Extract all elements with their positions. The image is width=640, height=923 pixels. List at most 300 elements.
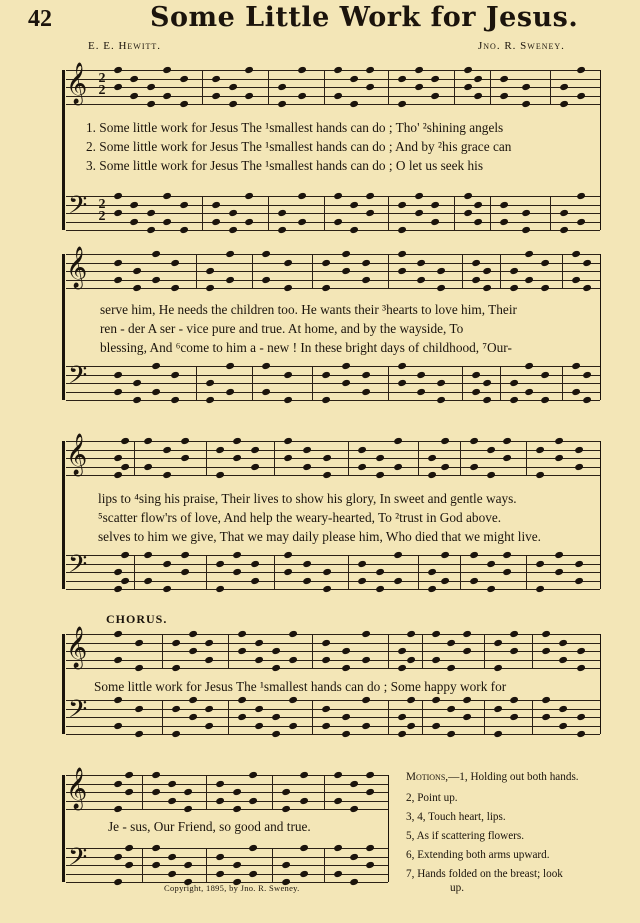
note-head [271, 664, 280, 672]
note-head [482, 267, 491, 275]
note-head [146, 209, 155, 217]
note-head [113, 387, 122, 395]
staff-line [66, 450, 600, 451]
note-head [277, 209, 286, 217]
note-head [188, 713, 197, 721]
note-head [499, 217, 508, 225]
note-head [349, 100, 358, 108]
bar-line [206, 848, 207, 882]
note-head [303, 462, 312, 470]
note-head [576, 192, 585, 200]
note-head [299, 771, 308, 779]
note-head [571, 387, 580, 395]
note-head [473, 91, 482, 99]
note-head [521, 226, 530, 234]
bar-line [454, 196, 455, 230]
note-head [143, 551, 152, 559]
note-head [146, 83, 155, 91]
bass-clef-icon: 𝄢 [68, 843, 88, 878]
note-head [365, 861, 374, 869]
note-head [559, 638, 568, 646]
note-head [233, 437, 242, 445]
note-head [283, 370, 292, 378]
bar-line [202, 196, 203, 230]
note-head [349, 878, 358, 886]
note-head [571, 250, 580, 258]
note-head [225, 362, 234, 370]
note-head [535, 585, 544, 593]
note-head [151, 275, 160, 283]
note-head [521, 83, 530, 91]
note-head [349, 852, 358, 860]
note-head [473, 217, 482, 225]
note-head [132, 379, 141, 387]
note-head [473, 200, 482, 208]
note-head [525, 362, 534, 370]
note-head [277, 83, 286, 91]
note-head [188, 630, 197, 638]
lyric-line: lips to ⁴sing his praise, Their lives to show his glory, In sweet and gentle ways. [98, 491, 517, 506]
note-head [571, 362, 580, 370]
staff-line [66, 383, 600, 384]
note-head [341, 647, 350, 655]
note-head [113, 209, 122, 217]
note-head [205, 655, 214, 663]
note-head [205, 396, 214, 404]
note-head [205, 379, 214, 387]
note-head [281, 805, 290, 813]
note-head [482, 396, 491, 404]
note-head [245, 66, 254, 74]
bar-line [228, 700, 229, 734]
note-head [521, 100, 530, 108]
staff-line [66, 726, 600, 727]
bar-line [526, 555, 527, 589]
treble-clef-icon: 𝄞 [66, 627, 88, 668]
bar-line [460, 441, 461, 475]
note-head [469, 576, 478, 584]
note-head [143, 462, 152, 470]
staff-line [66, 392, 600, 393]
bass-staff [66, 361, 600, 400]
note-head [232, 805, 241, 813]
motion-item: —1, Holding out both hands. [448, 771, 579, 783]
note-head [205, 704, 214, 712]
bar-line [348, 555, 349, 589]
note-head [261, 387, 270, 395]
note-head [469, 437, 478, 445]
note-head [130, 91, 139, 99]
note-head [211, 91, 220, 99]
note-head [299, 869, 308, 877]
note-head [427, 568, 436, 576]
note-head [162, 91, 171, 99]
chorus-heading: CHORUS. [106, 612, 168, 626]
note-head [357, 559, 366, 567]
hymn-title: Some Little Work for Jesus. [150, 2, 579, 33]
note-head [225, 275, 234, 283]
note-head [417, 275, 426, 283]
bar-line [550, 196, 551, 230]
note-head [440, 437, 449, 445]
note-head [215, 559, 224, 567]
note-head [113, 779, 122, 787]
bar-line [134, 441, 135, 475]
bar-line [162, 700, 163, 734]
note-head [440, 576, 449, 584]
note-head [299, 796, 308, 804]
note-head [436, 396, 445, 404]
note-head [576, 713, 585, 721]
bar-line [550, 70, 551, 104]
note-head [482, 379, 491, 387]
note-head [493, 638, 502, 646]
note-head [211, 74, 220, 82]
bar-line [418, 555, 419, 589]
note-head [365, 788, 374, 796]
treble-staff [66, 627, 600, 668]
note-head [321, 638, 330, 646]
note-head [283, 568, 292, 576]
note-head [205, 284, 214, 292]
note-head [333, 192, 342, 200]
lyric-line: selves to him we give, That we may daily please him, Who died that we might live. [98, 529, 542, 544]
note-head [288, 721, 297, 729]
note-head [188, 647, 197, 655]
note-head [365, 83, 374, 91]
note-head [333, 217, 342, 225]
note-head [162, 445, 171, 453]
bar-line [490, 70, 491, 104]
note-head [375, 568, 384, 576]
note-head [397, 250, 406, 258]
bar-line [228, 634, 229, 668]
staff-line [66, 280, 600, 281]
staff-line [66, 288, 600, 289]
note-head [349, 779, 358, 787]
note-head [303, 559, 312, 567]
bar-line [312, 634, 313, 668]
motions-label: Motions, [406, 771, 449, 783]
note-head [181, 437, 190, 445]
note-head [237, 630, 246, 638]
bar-line [388, 366, 389, 400]
note-head [297, 192, 306, 200]
note-head [120, 462, 129, 470]
staff-line [66, 263, 600, 264]
lyric-line: blessing, And ⁶come to him a - new ! In these bright days of childhood, ⁷Our- [100, 340, 512, 355]
note-head [277, 226, 286, 234]
treble-staff [66, 768, 388, 809]
bar-line [484, 700, 485, 734]
note-head [113, 721, 122, 729]
note-head [417, 370, 426, 378]
motion-item: 2, Point up. [406, 792, 458, 804]
note-head [440, 551, 449, 559]
system-brace [62, 70, 65, 230]
note-head [541, 630, 550, 638]
note-head [414, 66, 423, 74]
note-head [288, 655, 297, 663]
note-head [215, 779, 224, 787]
note-head [582, 396, 591, 404]
note-head [397, 200, 406, 208]
note-head [521, 209, 530, 217]
lyric-line: ren - der A ser - vice pure and true. At home, and by the wayside, To [100, 321, 464, 336]
note-head [486, 585, 495, 593]
note-head [471, 258, 480, 266]
note-head [321, 655, 330, 663]
note-head [365, 192, 374, 200]
staff-line [66, 375, 600, 376]
note-head [225, 250, 234, 258]
bass-clef-icon: 𝄢 [68, 695, 88, 730]
note-head [393, 576, 402, 584]
note-head [414, 209, 423, 217]
bar-line [532, 634, 533, 668]
note-head [540, 396, 549, 404]
note-head [509, 284, 518, 292]
staff-line [66, 254, 600, 255]
note-head [365, 771, 374, 779]
note-head [427, 585, 436, 593]
copyright-notice: Copyright, 1895, by Jno. R. Sweney. [164, 883, 300, 893]
system-end-line [600, 441, 601, 589]
note-head [397, 226, 406, 234]
note-head [146, 100, 155, 108]
note-head [113, 630, 122, 638]
note-head [361, 630, 370, 638]
bass-clef-icon: 𝄢 [68, 550, 88, 585]
note-head [417, 387, 426, 395]
note-head [130, 200, 139, 208]
note-head [179, 74, 188, 82]
note-head [179, 200, 188, 208]
note-head [576, 730, 585, 738]
note-head [120, 551, 129, 559]
note-head [245, 217, 254, 225]
note-head [463, 209, 472, 217]
note-head [559, 226, 568, 234]
staff-line [66, 717, 600, 718]
system-brace [62, 254, 65, 400]
note-head [245, 91, 254, 99]
note-head [321, 370, 330, 378]
note-head [540, 284, 549, 292]
note-head [228, 100, 237, 108]
note-head [333, 66, 342, 74]
note-head [471, 370, 480, 378]
note-head [463, 66, 472, 74]
note-head [414, 83, 423, 91]
note-head [431, 696, 440, 704]
note-head [406, 630, 415, 638]
lyric-line: Some little work for Jesus The ¹smallest hands can do ; Some happy work for [94, 679, 507, 694]
note-head [232, 788, 241, 796]
note-head [535, 559, 544, 567]
note-head [233, 568, 242, 576]
time-signature: 2 2 [98, 71, 106, 98]
bar-line [562, 254, 563, 288]
bar-line [142, 775, 143, 809]
note-head [113, 275, 122, 283]
system-brace [62, 775, 65, 882]
staff-line [66, 865, 388, 866]
note-head [299, 844, 308, 852]
note-head [509, 267, 518, 275]
note-head [167, 852, 176, 860]
note-head [303, 445, 312, 453]
motion-item: 6, Extending both arms upward. [406, 849, 550, 861]
bar-line [388, 254, 389, 288]
lyric-line: 1. Some little work for Jesus The ¹smallest hands can do ; Tho' ²shining angels [86, 120, 504, 135]
note-head [576, 66, 585, 74]
note-head [365, 844, 374, 852]
note-head [473, 74, 482, 82]
note-head [113, 454, 122, 462]
note-head [462, 647, 471, 655]
note-head [447, 638, 456, 646]
note-head [120, 576, 129, 584]
bar-line [324, 775, 325, 809]
note-head [113, 878, 122, 886]
bar-line [388, 70, 389, 104]
note-head [440, 462, 449, 470]
bar-line [312, 366, 313, 400]
note-head [462, 630, 471, 638]
note-head [271, 713, 280, 721]
note-head [162, 192, 171, 200]
note-head [130, 74, 139, 82]
note-head [414, 192, 423, 200]
note-head [436, 267, 445, 275]
note-head [134, 664, 143, 672]
note-head [130, 217, 139, 225]
note-head [113, 370, 122, 378]
bar-line [196, 254, 197, 288]
staff-line [66, 205, 600, 206]
motion-item: up. [450, 882, 464, 894]
note-head [281, 861, 290, 869]
note-head [447, 664, 456, 672]
note-head [254, 704, 263, 712]
note-head [397, 730, 406, 738]
note-head [134, 704, 143, 712]
note-head [250, 462, 259, 470]
note-head [499, 200, 508, 208]
note-head [361, 258, 370, 266]
note-head [393, 462, 402, 470]
note-head [179, 100, 188, 108]
note-head [582, 258, 591, 266]
note-head [559, 655, 568, 663]
bar-line [206, 555, 207, 589]
bar-line [162, 634, 163, 668]
bar-line [324, 848, 325, 882]
note-head [503, 568, 512, 576]
staff-line [66, 564, 600, 565]
treble-staff [66, 63, 600, 104]
note-head [509, 396, 518, 404]
staff-line [66, 271, 600, 272]
bar-line [454, 70, 455, 104]
note-head [167, 869, 176, 877]
note-head [349, 805, 358, 813]
note-head [113, 805, 122, 813]
note-head [321, 396, 330, 404]
note-head [271, 730, 280, 738]
note-head [486, 471, 495, 479]
note-head [582, 284, 591, 292]
note-head [211, 200, 220, 208]
note-head [463, 192, 472, 200]
note-head [397, 379, 406, 387]
note-head [431, 200, 440, 208]
note-head [322, 568, 331, 576]
bar-line [272, 775, 273, 809]
lyric-line: Je - sus, Our Friend, so good and true. [108, 819, 311, 834]
note-head [249, 869, 258, 877]
note-head [228, 209, 237, 217]
note-head [205, 638, 214, 646]
system-end-line [388, 775, 389, 882]
note-head [245, 192, 254, 200]
note-head [124, 788, 133, 796]
note-head [333, 771, 342, 779]
note-head [205, 721, 214, 729]
note-head [250, 559, 259, 567]
note-head [283, 454, 292, 462]
bar-line [272, 848, 273, 882]
note-head [431, 630, 440, 638]
note-head [249, 844, 258, 852]
treble-clef-icon: 𝄞 [66, 63, 88, 104]
note-head [143, 437, 152, 445]
note-head [283, 551, 292, 559]
lyric-line: serve him, He needs the children too. He wants their ³hearts to love him, Their [100, 302, 517, 317]
note-head [215, 852, 224, 860]
bar-line [462, 254, 463, 288]
note-head [132, 396, 141, 404]
bar-line [562, 366, 563, 400]
bar-line [206, 441, 207, 475]
note-head [361, 370, 370, 378]
bass-staff [66, 695, 600, 734]
note-head [375, 454, 384, 462]
note-head [535, 445, 544, 453]
note-head [151, 250, 160, 258]
note-head [321, 284, 330, 292]
note-head [171, 730, 180, 738]
note-head [254, 721, 263, 729]
note-head [540, 370, 549, 378]
note-head [205, 267, 214, 275]
staff-line [66, 634, 600, 635]
note-head [503, 437, 512, 445]
bass-staff [66, 191, 600, 230]
note-head [151, 771, 160, 779]
note-head [555, 568, 564, 576]
note-head [525, 275, 534, 283]
note-head [124, 861, 133, 869]
note-head [170, 370, 179, 378]
staff-line [66, 79, 600, 80]
note-head [375, 585, 384, 593]
note-head [303, 576, 312, 584]
note-head [431, 74, 440, 82]
note-head [406, 655, 415, 663]
lyric-line: 2. Some little work for Jesus The ¹smallest hands can do ; And by ²his grace can [86, 139, 512, 154]
